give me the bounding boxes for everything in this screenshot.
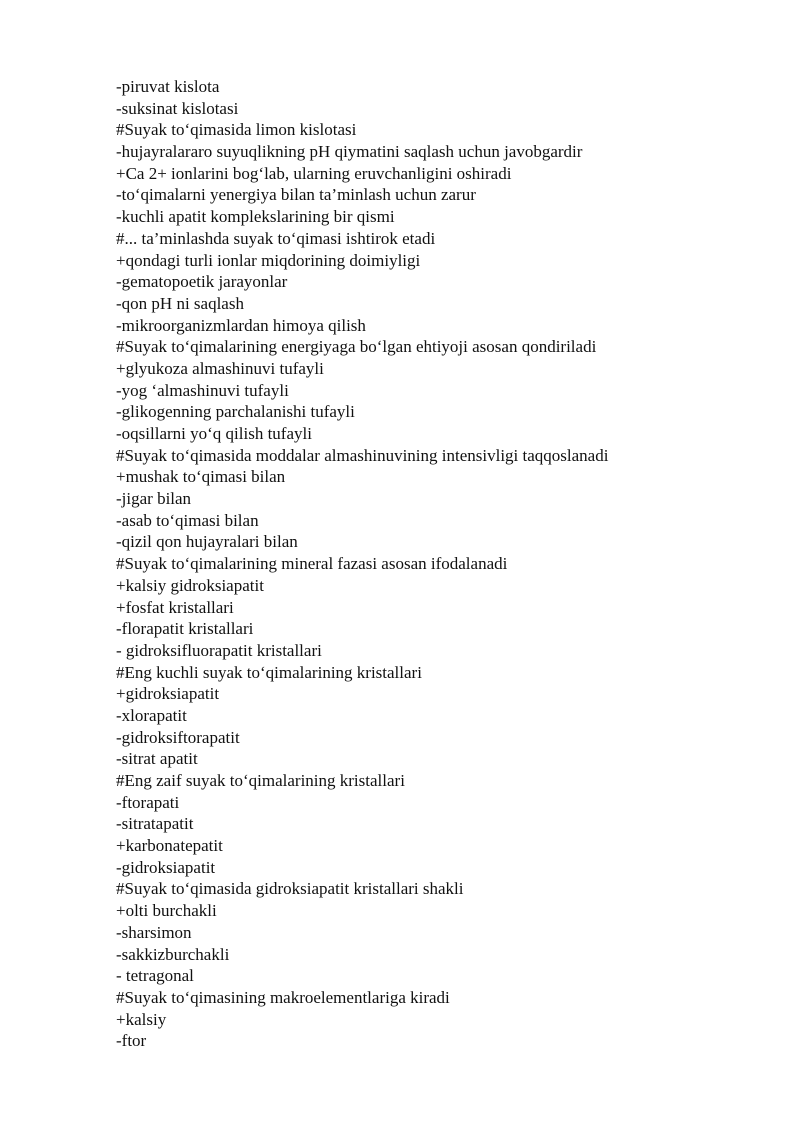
text-line: -suksinat kislotasi bbox=[116, 98, 239, 118]
question-list bbox=[116, 76, 776, 1052]
text-line: -piruvat kislota bbox=[116, 77, 220, 96]
text-line: -hujayralararo suyuqlikning pH qiymatini saqlash uchun javobgardir bbox=[116, 142, 583, 162]
text-line: -sakkizburchakli bbox=[116, 944, 230, 964]
text-line: -florapatit kristallari bbox=[116, 619, 254, 639]
text-line: - gidroksifluorapatit kristallari bbox=[116, 640, 322, 660]
text-line: -ftorapati bbox=[116, 792, 180, 812]
text-line: +olti burchakli bbox=[116, 901, 217, 921]
question-heading: #Suyak to‘qimalarining energiyaga bo‘lgan ehtiyoji asosan qondiriladi bbox=[116, 337, 597, 357]
text-line: +kalsiy bbox=[116, 1009, 167, 1029]
question-heading: #Suyak to‘qimalarining mineral fazasi asosan ifodalanadi bbox=[116, 554, 508, 574]
text-line: -ftor bbox=[116, 1031, 147, 1051]
text-line: -oqsillarni yo‘q qilish tufayli bbox=[116, 424, 312, 443]
question-heading: #Suyak to‘qimasida gidroksiapatit kristallari shakli bbox=[116, 879, 464, 899]
text-line: -yog ‘almashinuvi tufayli bbox=[116, 380, 289, 400]
text-line: -gematopoetik jarayonlar bbox=[116, 272, 288, 292]
text-line: -jigar bilan bbox=[116, 489, 192, 509]
text-line: -glikogenning parchalanishi tufayli bbox=[116, 402, 355, 422]
text-line: +glyukoza almashinuvi tufayli bbox=[116, 358, 324, 378]
text-line: -gidroksiftorapatit bbox=[116, 727, 240, 747]
text-line: -sharsimon bbox=[116, 922, 192, 942]
text-line: -xlorapatit bbox=[116, 705, 187, 725]
text-line: -asab to‘qimasi bilan bbox=[116, 510, 259, 530]
text-line: -kuchli apatit komplekslarining bir qismi bbox=[116, 207, 395, 227]
question-heading: #... ta’minlashda suyak to‘qimasi ishtirok etadi bbox=[116, 228, 436, 248]
text-line: +qondagi turli ionlar miqdorining doimiyligi bbox=[116, 250, 421, 270]
text-line: -gidroksiapatit bbox=[116, 857, 216, 877]
text-line: +mushak to‘qimasi bilan bbox=[116, 467, 286, 487]
text-line: -sitrat apatit bbox=[116, 749, 198, 769]
text-line: -sitratapatit bbox=[116, 814, 194, 834]
question-heading: #Eng kuchli suyak to‘qimalarining kristallari bbox=[116, 662, 422, 682]
text-line: +kalsiy gidroksiapatit bbox=[116, 575, 264, 595]
question-heading: #Eng zaif suyak to‘qimalarining kristallari bbox=[116, 771, 405, 790]
text-line: -mikroorganizmlardan himoya qilish bbox=[116, 315, 366, 335]
text-line: +Ca 2+ ionlarini bog‘lab, ularning eruvchanligini oshiradi bbox=[116, 163, 512, 183]
text-line: -qizil qon hujayralari bilan bbox=[116, 532, 298, 552]
text-line: +gidroksiapatit bbox=[116, 684, 220, 704]
question-heading: #Suyak to‘qimasining makroelementlariga kiradi bbox=[116, 987, 450, 1007]
text-line: +karbonatepatit bbox=[116, 836, 223, 856]
question-heading: #Suyak to‘qimasida limon kislotasi bbox=[116, 120, 357, 140]
text-line: +fosfat kristallari bbox=[116, 597, 234, 617]
question-heading: #Suyak to‘qimasida moddalar almashinuvining intensivligi taqqoslanadi bbox=[116, 445, 609, 465]
text-line: - tetragonal bbox=[116, 966, 194, 986]
text-line: -to‘qimalarni yenergiya bilan ta’minlash uchun zarur bbox=[116, 185, 476, 205]
text-line: -qon pH ni saqlash bbox=[116, 293, 244, 313]
